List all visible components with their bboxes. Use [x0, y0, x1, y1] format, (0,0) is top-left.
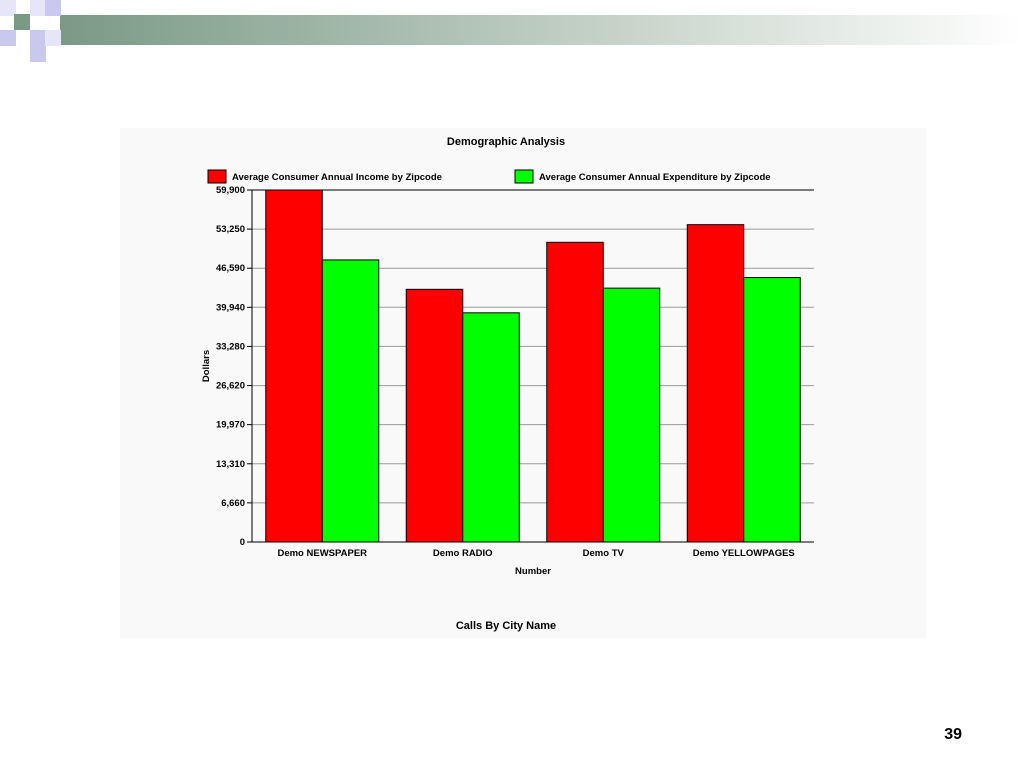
legend-swatch-income [208, 170, 226, 183]
y-tick-label: 19,970 [215, 419, 245, 431]
header-square [14, 14, 30, 30]
chart-panel [120, 128, 926, 638]
chart-caption: Calls By City Name [455, 620, 557, 632]
legend-label-expenditure: Average Consumer Annual Expenditure by Zipcode [539, 172, 771, 183]
legend-swatch-expenditure [515, 170, 533, 183]
x-tick-label: Demo NEWSPAPER [277, 548, 368, 559]
y-tick-label: 39,940 [215, 302, 245, 314]
x-tick-label: Demo RADIO [432, 548, 493, 559]
y-tick-label: 59,900 [215, 185, 245, 196]
bar-expenditure [322, 260, 379, 542]
bar-income [406, 289, 463, 542]
header-square [30, 0, 46, 16]
bar-income [547, 242, 604, 542]
x-tick-label: Demo YELLOWPAGES [692, 548, 795, 559]
y-tick-label: 13,310 [215, 458, 245, 470]
x-axis-ticks [277, 548, 794, 559]
bar-expenditure [744, 278, 801, 542]
legend-label-income: Average Consumer Annual Income by Zipcode [232, 172, 442, 183]
header-square [0, 0, 16, 16]
y-tick-label: 46,590 [215, 263, 245, 275]
page-number: 39 [944, 726, 962, 743]
y-tick-label: 6,660 [221, 497, 245, 509]
header-square [30, 46, 46, 62]
header-square [30, 30, 46, 46]
y-axis-label: Dollars [201, 349, 212, 383]
bar-income [687, 225, 744, 542]
slide-header-decoration [0, 0, 1024, 62]
bar-income [266, 190, 323, 542]
y-tick-label: 0 [239, 537, 245, 548]
header-square [0, 30, 16, 46]
y-tick-label: 53,250 [215, 224, 245, 236]
bars [266, 190, 801, 542]
bar-expenditure [463, 313, 520, 542]
y-tick-label: 26,620 [215, 380, 245, 392]
chart-title: Demographic Analysis [446, 136, 566, 148]
legend [208, 170, 771, 183]
header-square [45, 30, 61, 46]
header-gradient-band [60, 15, 1024, 45]
y-tick-label: 33,280 [215, 341, 245, 353]
header-square [45, 0, 61, 16]
y-axis-ticks [216, 185, 252, 548]
bar-chart [120, 128, 926, 638]
bar-expenditure [603, 288, 660, 542]
x-axis-label: Number [515, 566, 551, 577]
x-tick-label: Demo TV [582, 548, 624, 559]
